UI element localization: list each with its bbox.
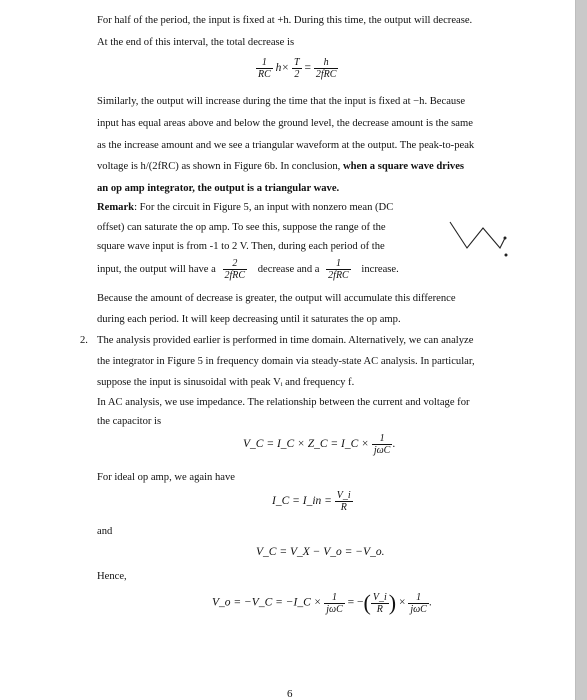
paragraph-line: At the end of this interval, the total decrease is [97, 37, 295, 48]
equation-output-voltage: V_o = −V_C = −I_C × $\frac{1}{\text{jωC}}$ = −( $\frac{V\_i}{R}$ ) × $\frac{1}{\text{jωC}}$ . [212, 590, 432, 615]
paragraph-line: For ideal op amp, we again have [97, 472, 235, 483]
paragraph-line: Hence, [97, 571, 127, 582]
paragraph-line: offset) can saturate the op amp. To see this, suppose the range of the [97, 222, 386, 233]
fraction: $\frac{1}{\text{jωC}}$ [373, 433, 391, 456]
paragraph-line: For half of the period, the input is fixed at +h. During this time, the output will decrease. [97, 15, 473, 26]
paragraph-line-bold: an op amp integrator, the output is a triangular wave. [97, 183, 340, 194]
paragraph-line: as the increase amount and we see a triangular waveform at the output. The peak-to-peak [97, 140, 475, 151]
paragraph-line: The analysis provided earlier is performed in time domain. Alternatively, we can analyze [97, 335, 474, 346]
fraction: $\frac{V\_i}{R}$ [336, 490, 351, 513]
paragraph-line: Remark: For the circuit in Figure 5, an input with nonzero mean (DC [97, 202, 394, 213]
fraction-decrease: $\frac{2}{\text{2fRC}}$ [224, 258, 246, 282]
paragraph-line: square wave input is from -1 to 2 V. Then, during each period of the [97, 241, 385, 252]
paragraph-line: In AC analysis, we use impedance. The relationship between the current and voltage for [97, 397, 470, 408]
equation-capacitor-current: I_C = I_in = $\frac{V\_i}{R}$ [272, 490, 351, 513]
paragraph-line: and [97, 526, 113, 537]
page-number: 6 [287, 688, 293, 700]
paragraph-line-fractions: input, the output will have a $\frac{2}{\text{2fRC}}$ decrease and a $\frac{1}{\text{2fRC}}$ increase. [97, 258, 399, 282]
list-number: 2. [80, 335, 88, 346]
triangular-wave-sketch [445, 210, 515, 265]
paragraph-line: during each period. It will keep decreasing until it saturates the op amp. [97, 314, 401, 325]
fraction: $\frac{1}{\text{jωC}}$ [326, 591, 343, 615]
equation-capacitor-voltage: V_C = I_C × Z_C = I_C × $\frac{1}{\text{jωC}}$ . [243, 433, 396, 456]
paragraph-line: input has equal areas above and below the ground level, the decrease amount is the same [97, 118, 473, 129]
fraction: $\frac{h}{\text{2fRC}}$ [315, 57, 337, 80]
fraction: $\frac{1}{\text{jωC}}$ [410, 591, 427, 615]
paragraph-line: the capacitor is [97, 416, 162, 427]
paragraph-line: the integrator in Figure 5 in frequency domain via steady-state AC analysis. In particular, [97, 356, 475, 367]
fraction: $\frac{1}{RC}$ [258, 57, 271, 80]
equation-vc-vo: V_C = V_X − V_o = −V_o. [256, 546, 385, 558]
paragraph-line: Because the amount of decrease is greater, the output will accumulate this difference [97, 293, 456, 304]
fraction: $\frac{T}{2}$ [294, 57, 300, 80]
paragraph-line: voltage is h/(2fRC) as shown in Figure 6b. In conclusion, when a square wave drives [97, 161, 465, 172]
equation-total-decrease: $\frac{1}{RC}$ h× $\frac{T}{2}$ = $\frac{h}{\text{2fRC}}$ [258, 57, 337, 80]
paragraph-line: suppose the input is sinusoidal with peak Vᵢ and frequency f. [97, 377, 355, 388]
fraction: $\frac{V\_i}{R}$ [372, 591, 387, 615]
paragraph-line: Similarly, the output will increase during the time that the input is fixed at −h. Because [97, 96, 466, 107]
fraction-increase: $\frac{1}{\text{2fRC}}$ [328, 258, 349, 282]
